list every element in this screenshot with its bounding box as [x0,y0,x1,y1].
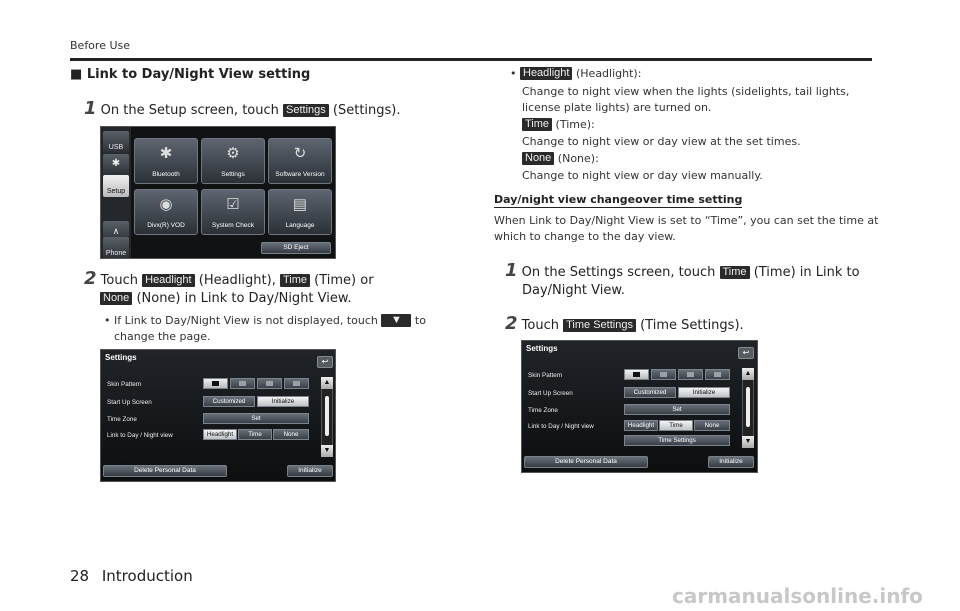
step-text: On the Setup screen, touch [100,103,279,118]
sd-eject-button[interactable]: SD Eject [261,242,331,254]
step-text: Touch [521,318,559,333]
tile-label: Software Version [275,171,325,178]
step-text: (Time Settings). [640,318,744,333]
tile-label: System Check [212,222,254,229]
bullet-dot: • [104,314,111,327]
refresh-icon: ↻ [293,145,307,162]
step-text: (None) in Link to Day/Night View. [136,291,352,306]
scroll-thumb[interactable] [325,396,329,436]
bluetooth-icon[interactable]: ✱ [103,154,129,176]
initialize-option[interactable]: Initialize [257,396,309,407]
note-line2: change the page. [114,330,211,343]
headlight-button[interactable]: Headlight [203,429,237,440]
note-text: If Link to Day/Night View is not displayed, touch [114,314,378,327]
row-label: Link to Day / Night view [528,423,594,430]
row-label: Skin Pattern [107,381,142,388]
down-arrow-icon: ▼ [381,314,411,327]
none-button[interactable]: None [694,420,730,431]
time-button-label: Time [522,118,552,131]
screen-title: Settings [526,344,558,353]
tile-label: Settings [221,171,245,178]
skin-option[interactable] [651,369,676,380]
row-label: Skin Pattern [528,372,563,379]
right-step-1 [505,262,860,281]
skin-option[interactable] [705,369,730,380]
time-button[interactable]: Time [238,429,272,440]
step-number: 1 [505,260,518,281]
option-name: (Time): [555,118,595,131]
usb-icon[interactable]: USB [103,131,129,153]
page-number: 28 [70,567,90,585]
scrollbar[interactable] [742,368,754,448]
none-button-label: None [100,292,132,305]
skin-option[interactable] [284,378,309,389]
time-settings-button[interactable]: Time Settings [624,435,730,446]
paragraph-line: which to change to the day view. [494,230,676,243]
gear-icon: ⚙ [226,145,240,162]
none-button-label: None [522,152,554,165]
scroll-up-icon[interactable]: ▲ [742,368,754,380]
note-text: to [414,314,426,327]
customized-button[interactable]: Customized [203,396,255,407]
option-desc: Change to night view or day view manually. [522,169,763,182]
scroll-down-icon[interactable]: ▼ [321,445,333,457]
skin-option[interactable] [678,369,703,380]
step-text: (Time) in Link to [753,265,860,280]
setup-sidebar [101,127,131,258]
option-desc: license plate lights) are turned on. [522,101,712,114]
settings-screen-b [521,340,758,473]
delete-personal-data-button[interactable]: Delete Personal Data [524,456,648,468]
scrollbar[interactable] [321,377,333,457]
set-button[interactable]: Set [203,413,309,424]
checklist-icon: ☑ [226,196,240,213]
step-text: (Settings). [332,103,401,118]
phone-icon[interactable]: Phone [103,237,129,259]
heading-marker: ■ [70,67,83,82]
initialize-option[interactable]: Initialize [678,387,730,398]
header-rule [70,58,872,61]
skin-option[interactable] [624,369,649,380]
back-icon[interactable]: ↩ [738,347,754,359]
divx-tile[interactable] [134,189,198,235]
watermark: carmanualsonline.info [672,584,923,608]
time-button[interactable]: Time [659,420,693,431]
initialize-button[interactable]: Initialize [708,456,754,468]
initialize-button[interactable]: Initialize [287,465,333,477]
step-text: (Time) or [314,273,374,288]
scroll-up-icon[interactable]: ▲ [321,377,333,389]
page-footer [70,567,193,585]
headlight-button-label: Headlight [142,274,194,287]
time-button-label: Time [280,274,310,287]
scroll-thumb[interactable] [746,387,750,427]
skin-option[interactable] [230,378,255,389]
note-bullet [104,313,426,329]
scroll-down-icon[interactable]: ▼ [742,436,754,448]
step-text: Day/Night View. [522,283,625,298]
headlight-bullet [510,66,641,82]
subheading: Day/night view changeover time setting [494,193,743,206]
paragraph-line: When Link to Day/Night View is set to “Time”, you can set the time at [494,214,879,227]
option-desc: Change to night view or day view at the set times. [522,135,801,148]
headlight-button-label: Headlight [520,67,572,80]
step-2 [84,270,374,289]
step-number: 2 [505,313,518,334]
customized-button[interactable]: Customized [624,387,676,398]
footer-title: Introduction [101,567,193,585]
row-label: Start Up Screen [528,390,573,397]
language-tile[interactable] [268,189,332,235]
chevron-up-icon[interactable]: ∧ [103,221,129,243]
bluetooth-icon: ✱ [159,145,173,162]
step-number: 2 [84,268,97,289]
option-name: (None): [557,152,599,165]
disc-icon: ◉ [159,196,173,213]
setup-icon[interactable]: Setup [103,175,129,197]
heading-title: Link to Day/Night View setting [86,67,311,82]
section-heading [70,67,310,82]
step-1 [84,100,401,119]
option-desc: Change to night view when the lights (sidelights, tail lights, [522,85,850,98]
tile-label: Language [285,222,315,229]
bullet-dot: • [510,67,517,80]
skin-option[interactable] [203,378,228,389]
row-label: Link to Day / Night view [107,432,173,439]
headlight-button[interactable]: Headlight [624,420,658,431]
settings-screen-a [100,349,336,482]
row-label: Time Zone [107,416,137,423]
time-button-label: Time [720,266,750,279]
row-label: Start Up Screen [107,399,152,406]
bluetooth-tile[interactable] [134,138,198,184]
step-number: 1 [84,98,97,119]
settings-tile[interactable] [201,138,265,184]
step-text: Touch [100,273,138,288]
time-option [522,117,595,133]
tile-label: Divx(R) VOD [147,222,185,229]
set-button[interactable]: Set [624,404,730,415]
book-icon: ▤ [292,196,308,213]
software-version-tile[interactable] [268,138,332,184]
running-header: Before Use [70,39,131,52]
step-2-line2 [100,290,351,307]
row-label: Time Zone [528,407,558,414]
step-text: On the Settings screen, touch [521,265,716,280]
screen-title: Settings [105,353,137,362]
step-text: (Headlight), [198,273,276,288]
settings-button-label: Settings [283,104,329,117]
none-option [522,151,599,167]
none-button[interactable]: None [273,429,309,440]
tile-label: Bluetooth [152,171,180,178]
back-icon[interactable]: ↩ [317,356,333,368]
time-settings-button-label: Time Settings [563,319,636,332]
system-check-tile[interactable] [201,189,265,235]
setup-screen [100,126,336,259]
right-step-2 [505,315,744,334]
delete-personal-data-button[interactable]: Delete Personal Data [103,465,227,477]
option-name: (Headlight): [575,67,642,80]
skin-option[interactable] [257,378,282,389]
